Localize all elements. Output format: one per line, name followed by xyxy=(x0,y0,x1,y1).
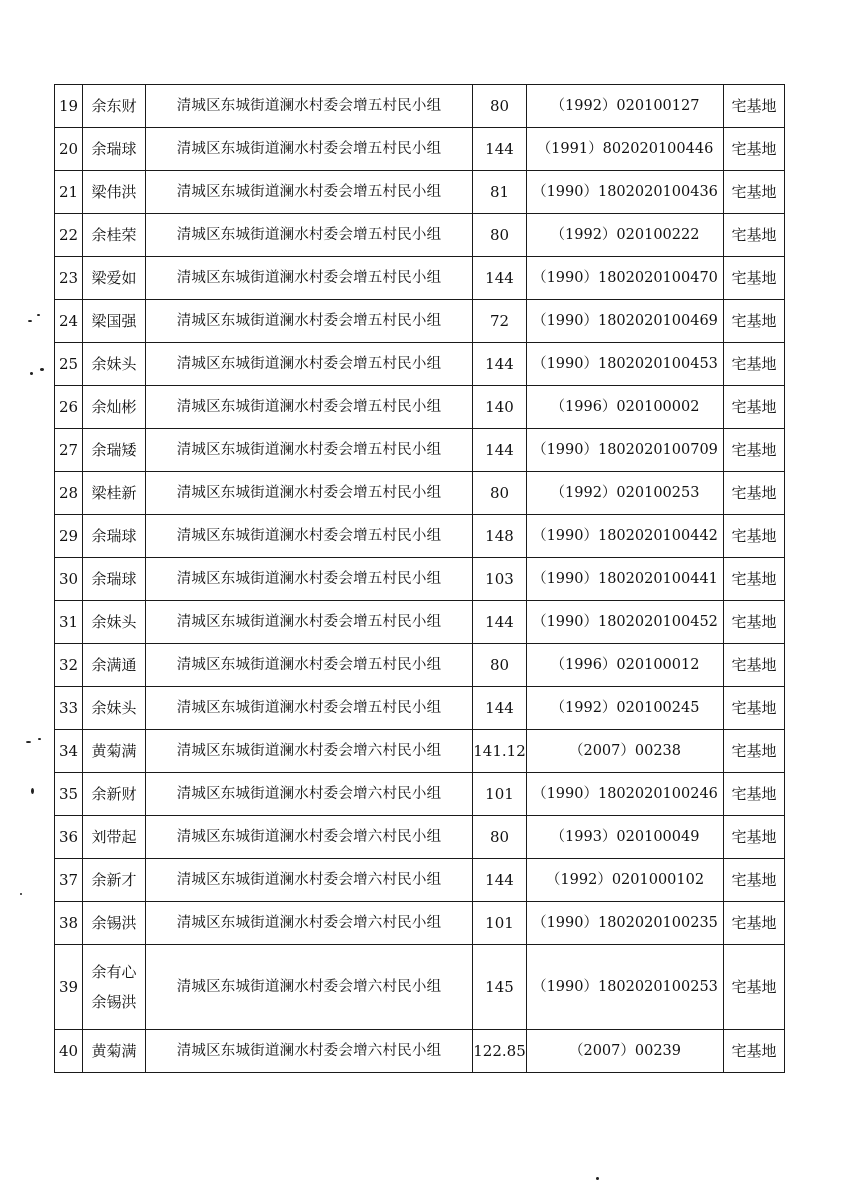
scan-speck xyxy=(38,738,41,740)
row-number-cell: 19 xyxy=(55,85,83,128)
owner-name: 余新才 xyxy=(91,871,137,889)
area-cell: 144 xyxy=(473,687,527,730)
area-cell: 101 xyxy=(473,902,527,945)
row-number-cell: 23 xyxy=(55,257,83,300)
row-number-cell: 27 xyxy=(55,429,83,472)
table-row xyxy=(55,945,785,1030)
area-cell: 80 xyxy=(473,85,527,128)
land-use-cell: 宅基地 xyxy=(724,257,785,300)
row-number-cell: 20 xyxy=(55,128,83,171)
land-use-cell: 宅基地 xyxy=(724,386,785,429)
owner-name: 余灿彬 xyxy=(91,398,137,416)
address-cell: 清城区东城街道澜水村委会增五村民小组 xyxy=(146,300,473,343)
area-cell: 144 xyxy=(473,257,527,300)
owner-name: 刘带起 xyxy=(91,828,137,846)
table-body xyxy=(55,85,785,1073)
certificate-number-cell: （1990）1802020100470 xyxy=(527,257,724,300)
owner-name: 黄菊满 xyxy=(91,1042,137,1060)
table-row xyxy=(55,1030,785,1073)
address-cell: 清城区东城街道澜水村委会增六村民小组 xyxy=(146,773,473,816)
certificate-number-cell: （1992）020100253 xyxy=(527,472,724,515)
row-number-cell: 31 xyxy=(55,601,83,644)
table-row xyxy=(55,171,785,214)
certificate-number-cell: （2007）00238 xyxy=(527,730,724,773)
table-row xyxy=(55,816,785,859)
owner-name: 余满通 xyxy=(91,656,137,674)
land-record-table xyxy=(54,84,785,1073)
certificate-number-cell: （1990）1802020100453 xyxy=(527,343,724,386)
row-number-cell: 25 xyxy=(55,343,83,386)
row-number-cell: 24 xyxy=(55,300,83,343)
area-cell: 80 xyxy=(473,644,527,687)
row-number-cell: 37 xyxy=(55,859,83,902)
row-number-cell: 28 xyxy=(55,472,83,515)
address-cell: 清城区东城街道澜水村委会增六村民小组 xyxy=(146,816,473,859)
land-use-cell: 宅基地 xyxy=(724,945,785,1030)
scan-speck xyxy=(596,1177,599,1180)
owner-name: 余妹头 xyxy=(91,699,137,717)
owner-name: 余瑞球 xyxy=(91,527,137,545)
certificate-number-cell: （1992）020100222 xyxy=(527,214,724,257)
owner-name: 余妹头 xyxy=(91,613,137,631)
row-number-cell: 30 xyxy=(55,558,83,601)
owner-name-cell xyxy=(83,1030,146,1073)
address-cell: 清城区东城街道澜水村委会增六村民小组 xyxy=(146,859,473,902)
certificate-number-cell: （1990）1802020100469 xyxy=(527,300,724,343)
address-cell: 清城区东城街道澜水村委会增六村民小组 xyxy=(146,902,473,945)
certificate-number-cell: （1990）1802020100436 xyxy=(527,171,724,214)
row-number-cell: 21 xyxy=(55,171,83,214)
table-row xyxy=(55,902,785,945)
certificate-number-cell: （1996）020100002 xyxy=(527,386,724,429)
land-use-cell: 宅基地 xyxy=(724,343,785,386)
land-use-cell: 宅基地 xyxy=(724,1030,785,1073)
row-number-cell: 34 xyxy=(55,730,83,773)
address-cell: 清城区东城街道澜水村委会增五村民小组 xyxy=(146,386,473,429)
address-cell: 清城区东城街道澜水村委会增五村民小组 xyxy=(146,343,473,386)
table-row xyxy=(55,300,785,343)
owner-name: 梁国强 xyxy=(91,312,137,330)
owner-name-cell xyxy=(83,515,146,558)
row-number-cell: 35 xyxy=(55,773,83,816)
certificate-number-cell: （1992）020100127 xyxy=(527,85,724,128)
certificate-number-cell: （1990）1802020100253 xyxy=(527,945,724,1030)
table-row xyxy=(55,687,785,730)
row-number-cell: 36 xyxy=(55,816,83,859)
owner-name-cell xyxy=(83,257,146,300)
owner-name: 余有心 xyxy=(91,963,137,981)
owner-name-cell xyxy=(83,558,146,601)
table-row xyxy=(55,773,785,816)
address-cell: 清城区东城街道澜水村委会增五村民小组 xyxy=(146,171,473,214)
owner-name-cell xyxy=(83,171,146,214)
scan-speck xyxy=(26,741,31,743)
certificate-number-cell: （1990）1802020100235 xyxy=(527,902,724,945)
owner-name-cell xyxy=(83,429,146,472)
owner-name-cell xyxy=(83,730,146,773)
owner-name-cell xyxy=(83,472,146,515)
address-cell: 清城区东城街道澜水村委会增五村民小组 xyxy=(146,128,473,171)
owner-name-cell xyxy=(83,902,146,945)
row-number-cell: 32 xyxy=(55,644,83,687)
area-cell: 72 xyxy=(473,300,527,343)
area-cell: 81 xyxy=(473,171,527,214)
table-row xyxy=(55,128,785,171)
scan-speck xyxy=(20,893,22,895)
certificate-number-cell: （1992）0201000102 xyxy=(527,859,724,902)
scan-speck xyxy=(30,372,33,375)
land-use-cell: 宅基地 xyxy=(724,687,785,730)
area-cell: 101 xyxy=(473,773,527,816)
area-cell: 144 xyxy=(473,128,527,171)
scan-speck xyxy=(37,314,40,316)
address-cell: 清城区东城街道澜水村委会增五村民小组 xyxy=(146,85,473,128)
owner-name: 梁伟洪 xyxy=(91,183,137,201)
land-use-cell: 宅基地 xyxy=(724,558,785,601)
owner-name-cell xyxy=(83,644,146,687)
address-cell: 清城区东城街道澜水村委会增五村民小组 xyxy=(146,558,473,601)
land-use-cell: 宅基地 xyxy=(724,171,785,214)
address-cell: 清城区东城街道澜水村委会增五村民小组 xyxy=(146,515,473,558)
table-row xyxy=(55,257,785,300)
owner-name: 余桂荣 xyxy=(91,226,137,244)
owner-name-cell xyxy=(83,687,146,730)
certificate-number-cell: （1990）1802020100452 xyxy=(527,601,724,644)
owner-name-cell xyxy=(83,214,146,257)
row-number-cell: 26 xyxy=(55,386,83,429)
area-cell: 80 xyxy=(473,816,527,859)
land-use-cell: 宅基地 xyxy=(724,859,785,902)
owner-name-cell xyxy=(83,128,146,171)
address-cell: 清城区东城街道澜水村委会增六村民小组 xyxy=(146,730,473,773)
certificate-number-cell: （1993）020100049 xyxy=(527,816,724,859)
land-use-cell: 宅基地 xyxy=(724,644,785,687)
land-use-cell: 宅基地 xyxy=(724,429,785,472)
certificate-number-cell: （1990）1802020100709 xyxy=(527,429,724,472)
owner-name: 余锡洪 xyxy=(91,914,137,932)
table-row xyxy=(55,730,785,773)
owner-name: 余瑞球 xyxy=(91,570,137,588)
table-row xyxy=(55,601,785,644)
table-row xyxy=(55,644,785,687)
area-cell: 144 xyxy=(473,859,527,902)
area-cell: 148 xyxy=(473,515,527,558)
owner-name: 余瑞球 xyxy=(91,140,137,158)
land-use-cell: 宅基地 xyxy=(724,773,785,816)
scan-speck xyxy=(40,368,44,371)
owner-name: 余妹头 xyxy=(91,355,137,373)
area-cell: 80 xyxy=(473,472,527,515)
area-cell: 103 xyxy=(473,558,527,601)
land-use-cell: 宅基地 xyxy=(724,214,785,257)
owner-name: 余新财 xyxy=(91,785,137,803)
land-use-cell: 宅基地 xyxy=(724,515,785,558)
owner-name-cell xyxy=(83,343,146,386)
land-use-cell: 宅基地 xyxy=(724,730,785,773)
owner-name: 黄菊满 xyxy=(91,742,137,760)
certificate-number-cell: （2007）00239 xyxy=(527,1030,724,1073)
owner-name-cell xyxy=(83,773,146,816)
land-use-cell: 宅基地 xyxy=(724,902,785,945)
table-row xyxy=(55,343,785,386)
certificate-number-cell: （1996）020100012 xyxy=(527,644,724,687)
table-row xyxy=(55,515,785,558)
area-cell: 141.12 xyxy=(473,730,527,773)
owner-name-cell xyxy=(83,85,146,128)
owner-name: 余东财 xyxy=(91,97,137,115)
table-row xyxy=(55,85,785,128)
land-use-cell: 宅基地 xyxy=(724,601,785,644)
address-cell: 清城区东城街道澜水村委会增五村民小组 xyxy=(146,687,473,730)
owner-name-cell xyxy=(83,601,146,644)
area-cell: 80 xyxy=(473,214,527,257)
owner-name: 余瑞矮 xyxy=(91,441,137,459)
area-cell: 144 xyxy=(473,343,527,386)
table-row xyxy=(55,859,785,902)
address-cell: 清城区东城街道澜水村委会增五村民小组 xyxy=(146,601,473,644)
area-cell: 140 xyxy=(473,386,527,429)
owner-name-cell xyxy=(83,859,146,902)
land-use-cell: 宅基地 xyxy=(724,85,785,128)
table-row xyxy=(55,558,785,601)
owner-name: 梁桂新 xyxy=(91,484,137,502)
area-cell: 122.85 xyxy=(473,1030,527,1073)
owner-name: 梁爱如 xyxy=(91,269,137,287)
area-cell: 144 xyxy=(473,601,527,644)
address-cell: 清城区东城街道澜水村委会增五村民小组 xyxy=(146,472,473,515)
certificate-number-cell: （1992）020100245 xyxy=(527,687,724,730)
address-cell: 清城区东城街道澜水村委会增五村民小组 xyxy=(146,214,473,257)
table-row xyxy=(55,429,785,472)
row-number-cell: 39 xyxy=(55,945,83,1030)
owner-name-cell xyxy=(83,386,146,429)
address-cell: 清城区东城街道澜水村委会增五村民小组 xyxy=(146,257,473,300)
owner-name-cell xyxy=(83,945,146,1030)
land-use-cell: 宅基地 xyxy=(724,816,785,859)
certificate-number-cell: （1990）1802020100246 xyxy=(527,773,724,816)
address-cell: 清城区东城街道澜水村委会增六村民小组 xyxy=(146,1030,473,1073)
row-number-cell: 29 xyxy=(55,515,83,558)
table-row xyxy=(55,386,785,429)
certificate-number-cell: （1991）802020100446 xyxy=(527,128,724,171)
scan-speck xyxy=(31,788,34,794)
row-number-cell: 38 xyxy=(55,902,83,945)
owner-name: 余锡洪 xyxy=(91,993,137,1011)
land-use-cell: 宅基地 xyxy=(724,300,785,343)
row-number-cell: 40 xyxy=(55,1030,83,1073)
table-row xyxy=(55,472,785,515)
certificate-number-cell: （1990）1802020100441 xyxy=(527,558,724,601)
row-number-cell: 33 xyxy=(55,687,83,730)
land-use-cell: 宅基地 xyxy=(724,128,785,171)
address-cell: 清城区东城街道澜水村委会增六村民小组 xyxy=(146,945,473,1030)
land-use-cell: 宅基地 xyxy=(724,472,785,515)
table-row xyxy=(55,214,785,257)
area-cell: 144 xyxy=(473,429,527,472)
address-cell: 清城区东城街道澜水村委会增五村民小组 xyxy=(146,429,473,472)
row-number-cell: 22 xyxy=(55,214,83,257)
address-cell: 清城区东城街道澜水村委会增五村民小组 xyxy=(146,644,473,687)
scan-speck xyxy=(28,320,32,322)
owner-name-cell xyxy=(83,816,146,859)
area-cell: 145 xyxy=(473,945,527,1030)
certificate-number-cell: （1990）1802020100442 xyxy=(527,515,724,558)
owner-name-cell xyxy=(83,300,146,343)
